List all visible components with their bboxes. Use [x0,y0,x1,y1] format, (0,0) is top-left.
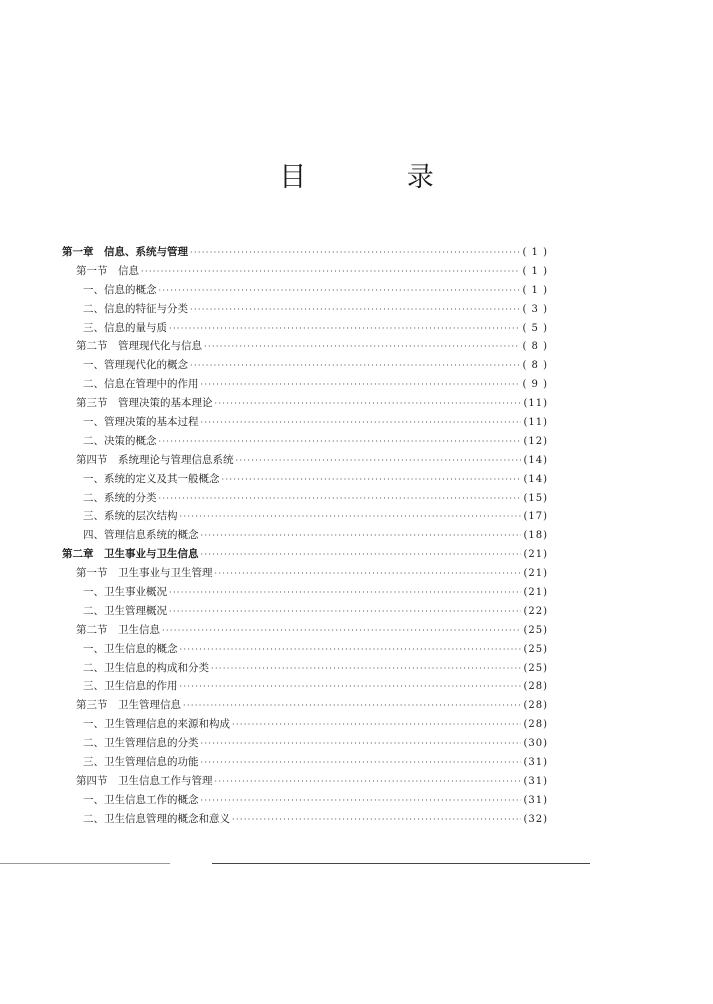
toc-page-number: (31) [523,757,548,769]
toc-page-number: ( 8 ) [522,360,548,372]
toc-page-number: (11) [523,398,548,410]
toc-subsection-entry [62,810,548,829]
toc-subsection-entry [62,432,548,451]
toc-page-number: (17) [523,511,548,523]
toc-leader-dots [190,301,520,320]
table-of-contents [62,243,548,829]
toc-page-number: (30) [523,738,548,750]
toc-page-number: (15) [523,492,548,504]
toc-entry-title: 第二节 卫生信息 [76,623,160,636]
toc-subsection-entry [62,489,548,508]
toc-leader-dots [222,471,522,490]
toc-leader-dots [180,678,522,697]
toc-entry-title: 第四节 系统理论与管理信息系统 [76,453,234,466]
toc-leader-dots [201,527,522,546]
toc-subsection-entry [62,640,548,659]
toc-page-number: (21) [523,549,548,561]
toc-entry-title: 二、系统的分类 [83,491,157,504]
toc-page-number: (31) [523,775,548,787]
toc-entry-title: 第二章 卫生事业与卫生信息 [62,548,199,561]
toc-leader-dots [159,433,522,452]
toc-subsection-entry [62,791,548,810]
footer-rule-right [212,863,590,864]
toc-section-entry [62,564,548,583]
toc-chapter-entry [62,243,548,262]
toc-section-entry [62,394,548,413]
toc-page-number: ( 1 ) [522,247,548,258]
toc-subsection-entry [62,659,548,678]
toc-section-entry [62,696,548,715]
toc-page-number: (28) [523,681,548,693]
toc-leader-dots [180,641,522,660]
toc-entry-title: 一、系统的定义及其一般概念 [83,472,220,485]
toc-leader-dots [236,452,522,471]
toc-page-number: (28) [523,700,548,712]
toc-page-number: (11) [523,417,548,429]
toc-subsection-entry [62,281,548,300]
page-title: 目 录 [279,162,480,193]
toc-leader-dots [180,508,522,527]
toc-entry-title: 一、信息的概念 [83,283,157,296]
toc-subsection-entry [62,319,548,338]
toc-entry-title: 第三节 管理决策的基本理论 [76,397,213,410]
footer-rule-left [0,863,170,864]
toc-leader-dots [201,792,522,811]
toc-subsection-entry [62,602,548,621]
toc-leader-dots [169,320,520,339]
toc-leader-dots [159,282,521,301]
toc-section-entry [62,337,548,356]
toc-leader-dots [201,735,522,754]
toc-page-number: (31) [523,794,548,806]
toc-leader-dots [232,716,521,735]
toc-entry-title: 一、卫生信息工作的概念 [83,793,199,806]
toc-section-entry [62,451,548,470]
toc-subsection-entry [62,734,548,753]
toc-page-number: (12) [523,435,548,447]
toc-section-entry [62,772,548,791]
toc-subsection-entry [62,583,548,602]
toc-entry-title: 一、卫生信息的概念 [83,642,178,655]
toc-page-number: ( 9 ) [522,379,548,391]
toc-entry-title: 一、卫生事业概况 [83,586,167,599]
toc-leader-dots [211,660,521,679]
toc-leader-dots [232,811,521,830]
toc-entry-title: 二、卫生信息的构成和分类 [83,661,209,674]
toc-entry-title: 第三节 卫生管理信息 [76,699,181,712]
toc-page-number: (25) [523,624,548,636]
toc-page-number: ( 5 ) [522,322,548,334]
toc-entry-title: 三、信息的量与质 [83,321,167,334]
toc-entry-title: 第一章 信息、系统与管理 [62,246,188,258]
toc-subsection-entry [62,507,548,526]
toc-entry-title: 第二节 管理现代化与信息 [76,340,202,353]
toc-leader-dots [159,490,522,509]
toc-leader-dots [201,376,521,395]
toc-entry-title: 二、卫生管理概况 [83,604,167,617]
toc-subsection-entry [62,715,548,734]
toc-page-number: (25) [523,643,548,655]
toc-entry-title: 三、系统的层次结构 [83,510,178,523]
toc-entry-title: 二、卫生信息管理的概念和意义 [83,812,230,825]
toc-entry-title: 第一节 卫生事业与卫生管理 [76,567,213,580]
toc-leader-dots [201,414,522,433]
toc-subsection-entry [62,375,548,394]
toc-entry-title: 一、管理现代化的概念 [83,359,188,372]
toc-leader-dots [201,546,522,565]
toc-subsection-entry [62,413,548,432]
toc-entry-title: 一、管理决策的基本过程 [83,416,199,429]
toc-subsection-entry [62,356,548,375]
toc-leader-dots [215,395,522,414]
toc-page-number: (21) [523,587,548,599]
toc-section-entry [62,621,548,640]
toc-page-number: (25) [523,662,548,674]
toc-page-number: (18) [523,530,548,542]
toc-leader-dots [215,565,522,584]
toc-entry-title: 第四节 卫生信息工作与管理 [76,774,213,787]
toc-entry-title: 二、信息在管理中的作用 [83,378,199,391]
toc-subsection-entry [62,526,548,545]
toc-page-number: ( 1 ) [522,265,548,277]
toc-page-number: (14) [523,454,548,466]
toc-leader-dots [169,603,521,622]
toc-leader-dots [190,244,520,263]
toc-subsection-entry [62,300,548,319]
toc-subsection-entry [62,470,548,489]
toc-page-number: (28) [523,719,548,731]
toc-leader-dots [190,357,520,376]
toc-leader-dots [183,697,521,716]
toc-page-number: ( 3 ) [522,303,548,315]
toc-page-number: (22) [523,605,548,617]
toc-entry-title: 一、卫生管理信息的来源和构成 [83,718,230,731]
toc-page-number: ( 8 ) [522,341,548,353]
toc-entry-title: 二、信息的特征与分类 [83,302,188,315]
toc-entry-title: 三、卫生信息的作用 [83,680,178,693]
toc-page-number: ( 1 ) [522,284,548,296]
toc-page-number: (14) [523,473,548,485]
toc-leader-dots [201,754,522,773]
toc-leader-dots [204,338,520,357]
toc-page-number: (21) [523,568,548,580]
toc-section-entry [62,262,548,281]
toc-page-number: (32) [523,813,548,825]
toc-entry-title: 三、卫生管理信息的功能 [83,756,199,769]
toc-leader-dots [141,263,520,282]
toc-chapter-entry [62,545,548,564]
toc-subsection-entry [62,753,548,772]
toc-entry-title: 四、管理信息系统的概念 [83,529,199,542]
toc-entry-title: 第一节 信息 [76,264,139,277]
toc-subsection-entry [62,677,548,696]
toc-entry-title: 二、卫生管理信息的分类 [83,737,199,750]
toc-leader-dots [215,773,522,792]
toc-entry-title: 二、决策的概念 [83,434,157,447]
toc-leader-dots [169,584,521,603]
toc-leader-dots [162,622,521,641]
